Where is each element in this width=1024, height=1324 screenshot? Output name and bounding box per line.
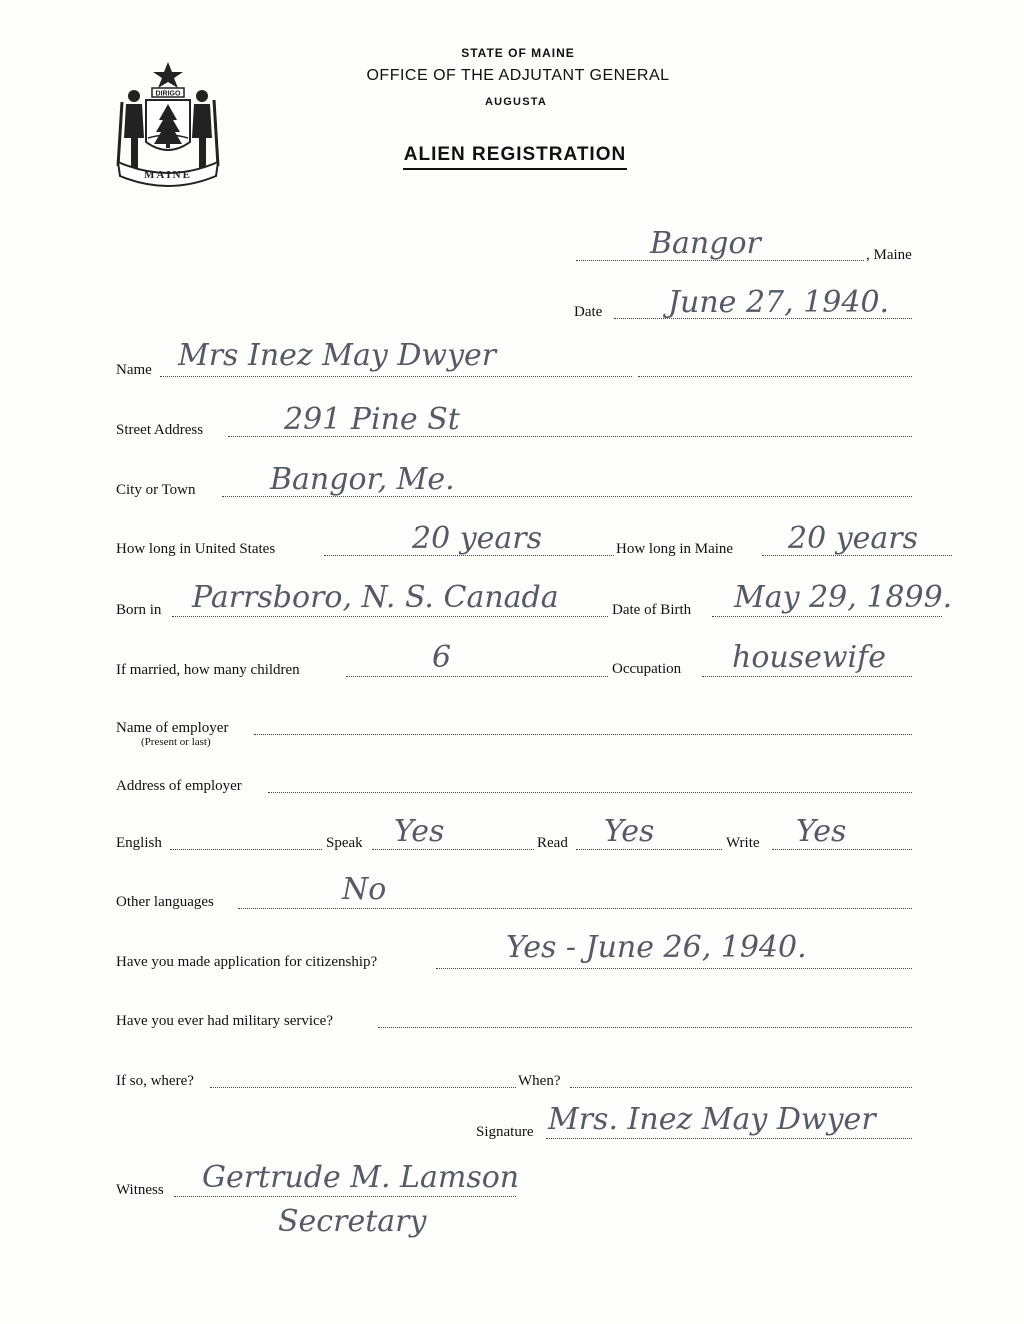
witness-label: Witness <box>116 1182 164 1198</box>
form-title: ALIEN REGISTRATION <box>403 144 627 170</box>
english-label: English <box>116 835 162 851</box>
name-label: Name <box>116 362 152 378</box>
write-value: Yes <box>796 814 847 849</box>
employer-address-line <box>268 792 912 793</box>
military-line <box>378 1027 912 1028</box>
city-label: City or Town <box>116 482 196 498</box>
place-value: Bangor <box>650 226 761 261</box>
city-value: Bangor, Me. <box>270 462 455 497</box>
name-line-2 <box>638 376 912 377</box>
other-languages-label: Other languages <box>116 894 214 910</box>
speak-value: Yes <box>394 814 445 849</box>
maine-label: How long in Maine <box>616 541 734 557</box>
signature-label: Signature <box>476 1124 534 1140</box>
citizenship-line <box>436 968 912 969</box>
street-label: Street Address <box>116 422 204 438</box>
read-value: Yes <box>604 814 655 849</box>
english-line <box>170 849 322 850</box>
when-label: When? <box>518 1073 561 1089</box>
citizenship-label: Have you made application for citizenship? <box>116 954 378 970</box>
dob-label: Date of Birth <box>612 602 692 618</box>
state-heading: STATE OF MAINE <box>461 46 575 60</box>
read-label: Read <box>537 835 568 851</box>
signature-value: Mrs. Inez May Dwyer <box>548 1102 876 1137</box>
employer-sub-label: (Present or last) <box>141 736 211 748</box>
dob-value: May 29, 1899. <box>734 580 953 615</box>
children-line <box>346 676 608 677</box>
born-line <box>172 616 608 617</box>
children-label: If married, how many children <box>116 662 300 678</box>
when-line <box>570 1087 912 1088</box>
children-value: 6 <box>432 640 452 675</box>
dob-line <box>712 616 942 617</box>
witness-line <box>174 1196 516 1197</box>
seal-motto-text: DIRIGO <box>155 90 181 98</box>
witness-title: Secretary <box>278 1204 427 1239</box>
born-label: Born in <box>116 602 162 618</box>
office-heading: OFFICE OF THE ADJUTANT GENERAL <box>366 67 670 84</box>
signature-line <box>546 1138 912 1139</box>
speak-label: Speak <box>326 835 363 851</box>
name-line <box>160 376 632 377</box>
city-heading: AUGUSTA <box>485 96 547 108</box>
occupation-value: housewife <box>732 640 886 675</box>
other-languages-value: No <box>342 872 387 907</box>
name-value: Mrs Inez May Dwyer <box>178 338 497 373</box>
witness-value: Gertrude M. Lamson <box>202 1160 520 1195</box>
other-languages-line <box>238 908 912 909</box>
employer-address-label: Address of employer <box>116 778 242 794</box>
where-label: If so, where? <box>116 1073 194 1089</box>
born-value: Parrsboro, N. S. Canada <box>192 580 559 615</box>
write-label: Write <box>726 835 760 851</box>
speak-line <box>372 849 534 850</box>
date-label: Date <box>574 304 603 320</box>
read-line <box>576 849 722 850</box>
citizenship-value: Yes - June 26, 1940. <box>506 930 807 965</box>
seal-banner-text: MAINE <box>144 169 192 181</box>
write-line <box>772 849 912 850</box>
employer-line <box>254 734 912 735</box>
place-suffix-label: , Maine <box>866 247 912 263</box>
us-label: How long in United States <box>116 541 276 557</box>
maine-value: 20 years <box>788 521 919 556</box>
occupation-label: Occupation <box>612 661 682 677</box>
us-value: 20 years <box>412 521 543 556</box>
occupation-line <box>702 676 912 677</box>
where-line <box>210 1087 516 1088</box>
date-value: June 27, 1940. <box>668 285 890 320</box>
form-title-wrap <box>0 144 1024 170</box>
military-label: Have you ever had military service? <box>116 1013 333 1029</box>
employer-label: Name of employer <box>116 720 229 736</box>
street-value: 291 Pine St <box>284 402 460 437</box>
